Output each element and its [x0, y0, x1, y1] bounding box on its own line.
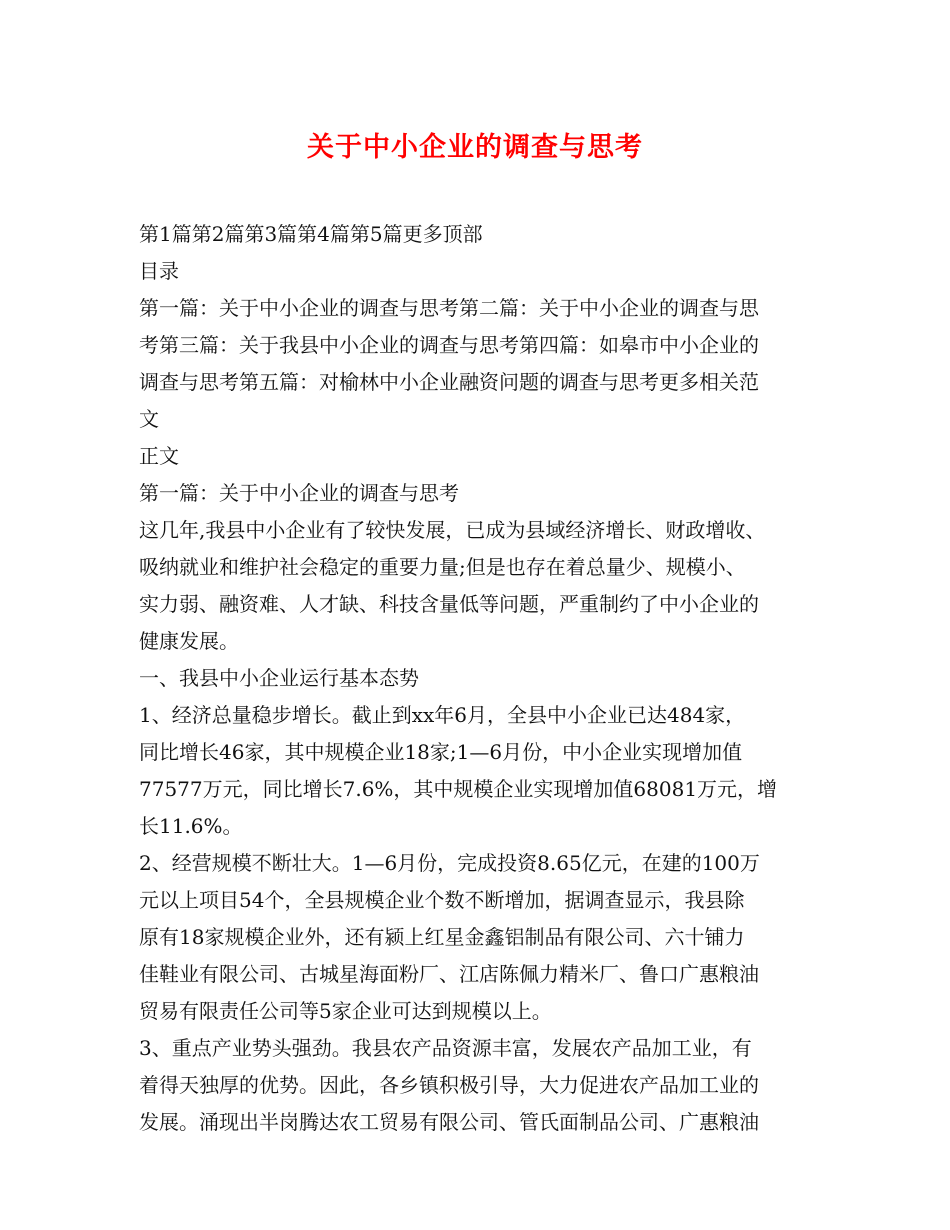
- subsection-heading: 一、我县中小企业运行基本态势: [139, 666, 419, 690]
- toc-line: 文: [139, 407, 159, 431]
- paragraph-line: 长11.6%。: [139, 814, 243, 838]
- toc-line: 考第三篇：关于我县中小企业的调查与思考第四篇：如皋市中小企业的: [139, 333, 759, 357]
- nav-line: 第1篇第2篇第3篇第4篇第5篇更多顶部: [139, 222, 483, 246]
- paragraph-line: 贸易有限责任公司等5家企业可达到规模以上。: [139, 999, 552, 1023]
- paragraph-line: 健康发展。: [139, 629, 239, 653]
- paragraph-line: 77577万元，同比增长7.6%，其中规模企业实现增加值68081万元，增: [139, 777, 778, 801]
- paragraph-line: 原有18家规模企业外，还有颍上红星金鑫铝制品有限公司、六十铺力: [139, 925, 745, 949]
- section-heading: 第一篇：关于中小企业的调查与思考: [139, 481, 459, 505]
- document-title: 关于中小企业的调查与思考: [307, 132, 643, 163]
- paragraph-line: 吸纳就业和维护社会稳定的重要力量;但是也存在着总量少、规模小、: [139, 555, 746, 579]
- document-body: [139, 216, 829, 1141]
- body-heading: 正文: [139, 444, 179, 468]
- paragraph-line: 1、经济总量稳步增长。截止到xx年6月，全县中小企业已达484家，: [139, 703, 746, 727]
- paragraph-line: 元以上项目54个，全县规模企业个数不断增加，据调查显示，我县除: [139, 888, 745, 912]
- paragraph-line: 发展。涌现出半岗腾达农工贸易有限公司、管氏面制品公司、广惠粮油: [139, 1110, 759, 1134]
- toc-heading: 目录: [139, 259, 179, 283]
- paragraph-line: 着得天独厚的优势。因此，各乡镇积极引导，大力促进农产品加工业的: [139, 1073, 759, 1097]
- paragraph-line: 2、经营规模不断壮大。1—6月份，完成投资8.65亿元，在建的100万: [139, 851, 760, 875]
- paragraph-line: 同比增长46家，其中规模企业18家;1—6月份，中小企业实现增加值: [139, 740, 743, 764]
- paragraph-line: 这几年,我县中小企业有了较快发展，已成为县域经济增长、财政增收、: [139, 518, 766, 542]
- paragraph-line: 佳鞋业有限公司、古城星海面粉厂、江店陈佩力精米厂、鲁口广惠粮油: [139, 962, 759, 986]
- toc-line: 调查与思考第五篇：对榆林中小企业融资问题的调查与思考更多相关范: [139, 370, 759, 394]
- paragraph-line: 实力弱、融资难、人才缺、科技含量低等问题，严重制约了中小企业的: [139, 592, 759, 616]
- paragraph-line: 3、重点产业势头强劲。我县农产品资源丰富，发展农产品加工业，有: [139, 1036, 752, 1060]
- toc-line: 第一篇：关于中小企业的调查与思考第二篇：关于中小企业的调查与思: [139, 296, 759, 320]
